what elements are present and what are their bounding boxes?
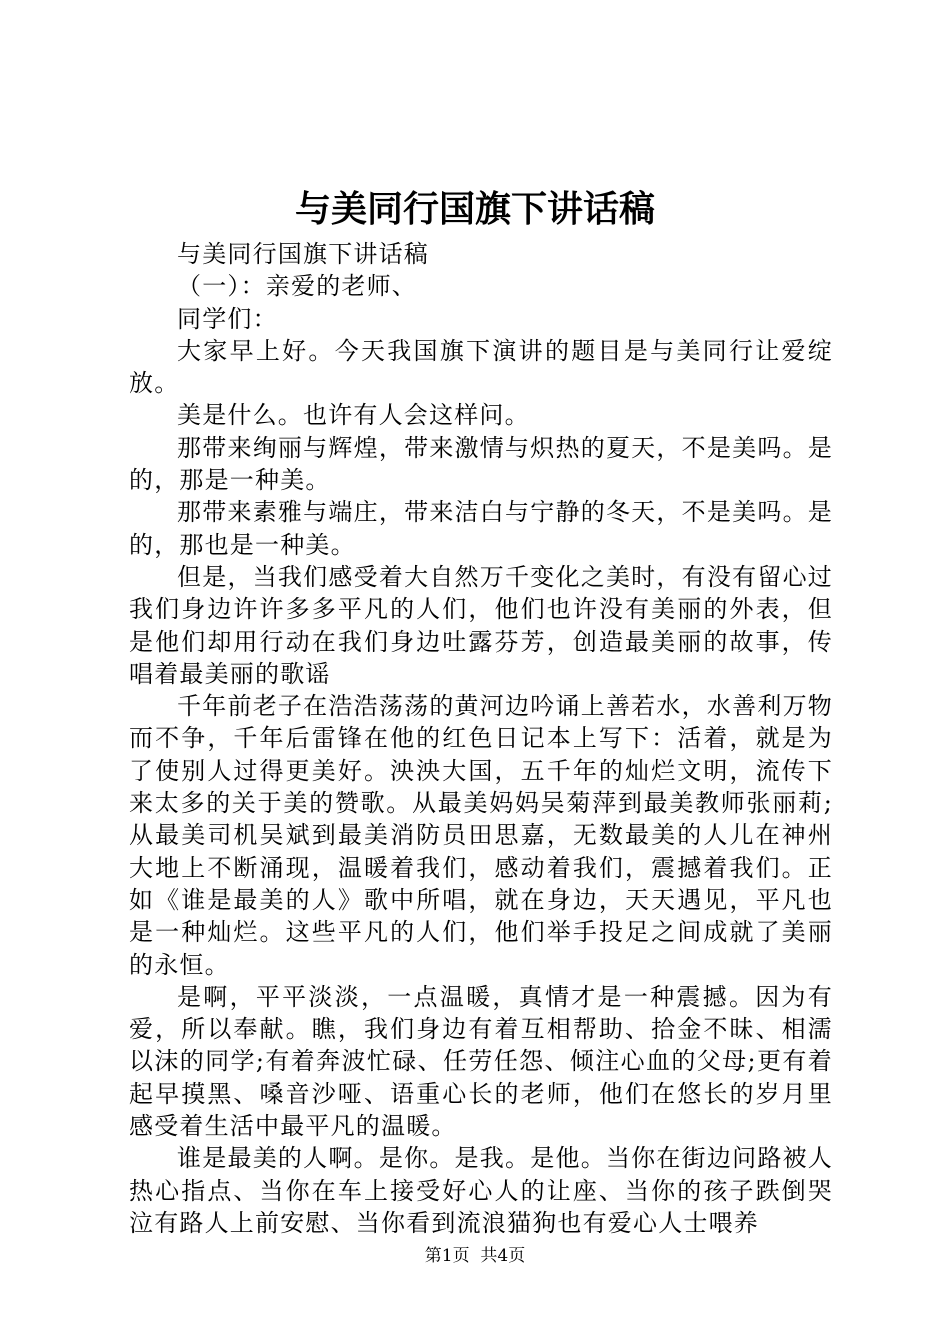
paragraph: 是啊，平平淡淡，一点温暖，真情才是一种震撼。因为有爱，所以奉献。瞧，我们身边有着互相帮助、拾金不昧、相濡以沫的同学;有着奔波忙碌、任劳任怨、倾注心血的父母;更有着起早摸黑、嗓音沙哑、语重心长的老师，他们在悠长的岁月里感受着生活中最平凡的温暖。 [129, 982, 833, 1141]
paragraph: 同学们： [177, 304, 278, 333]
document-body [129, 238, 833, 1239]
paragraph: 那带来绚丽与辉煌，带来激情与炽热的夏天，不是美吗。是的，那是一种美。 [129, 433, 833, 495]
paragraph: 美是什么。也许有人会这样问。 [177, 401, 530, 430]
paragraph: 大家早上好。今天我国旗下演讲的题目是与美同行让爱绽放。 [129, 336, 833, 398]
page-number-label: 第1页 共4页 [424, 1246, 526, 1266]
paragraph: 那带来素雅与端庄，带来洁白与宁静的冬天，不是美吗。是的，那也是一种美。 [129, 498, 833, 559]
page-footer [0, 1244, 950, 1268]
paragraph: 但是，当我们感受着大自然万千变化之美时，有没有留心过我们身边许许多多平凡的人们，他们也许没有美丽的外表，但是他们却用行动在我们身边吐露芬芳，创造最美丽的故事，传唱着最美丽的歌谣 [129, 562, 833, 688]
paragraph: 千年前老子在浩浩荡荡的黄河边吟诵上善若水，水善利万物而不争，千年后雷锋在他的红色日记本上写下：活着，就是为了使别人过得更美好。泱泱大国，五千年的灿烂文明，流传下来太多的关于美的赞歌。从最美妈妈吴菊萍到最美教师张丽莉;从最美司机吴斌到最美消防员田思嘉，无数最美的人儿在神州大地上不断涌现，温暖着我们，感动着我们，震撼着我们。正如《谁是最美的人》歌中所唱，就在身边，天天遇见，平凡也是一种灿烂。这些平凡的人们，他们举手投足之间成就了美丽的永恒。 [129, 692, 833, 979]
paragraph: 与美同行国旗下讲话稿 [177, 240, 429, 268]
document-title: 与美同行国旗下讲话稿 [294, 188, 655, 230]
paragraph: （一）：亲爱的老师、 [177, 272, 417, 301]
paragraph: 谁是最美的人啊。是你。是我。是他。当你在街边问路被人热心指点、当你在车上接受好心人的让座、当你的孩子跌倒哭泣有路人上前安慰、当你看到流浪猫狗也有爱心人士喂养 [129, 1144, 833, 1237]
